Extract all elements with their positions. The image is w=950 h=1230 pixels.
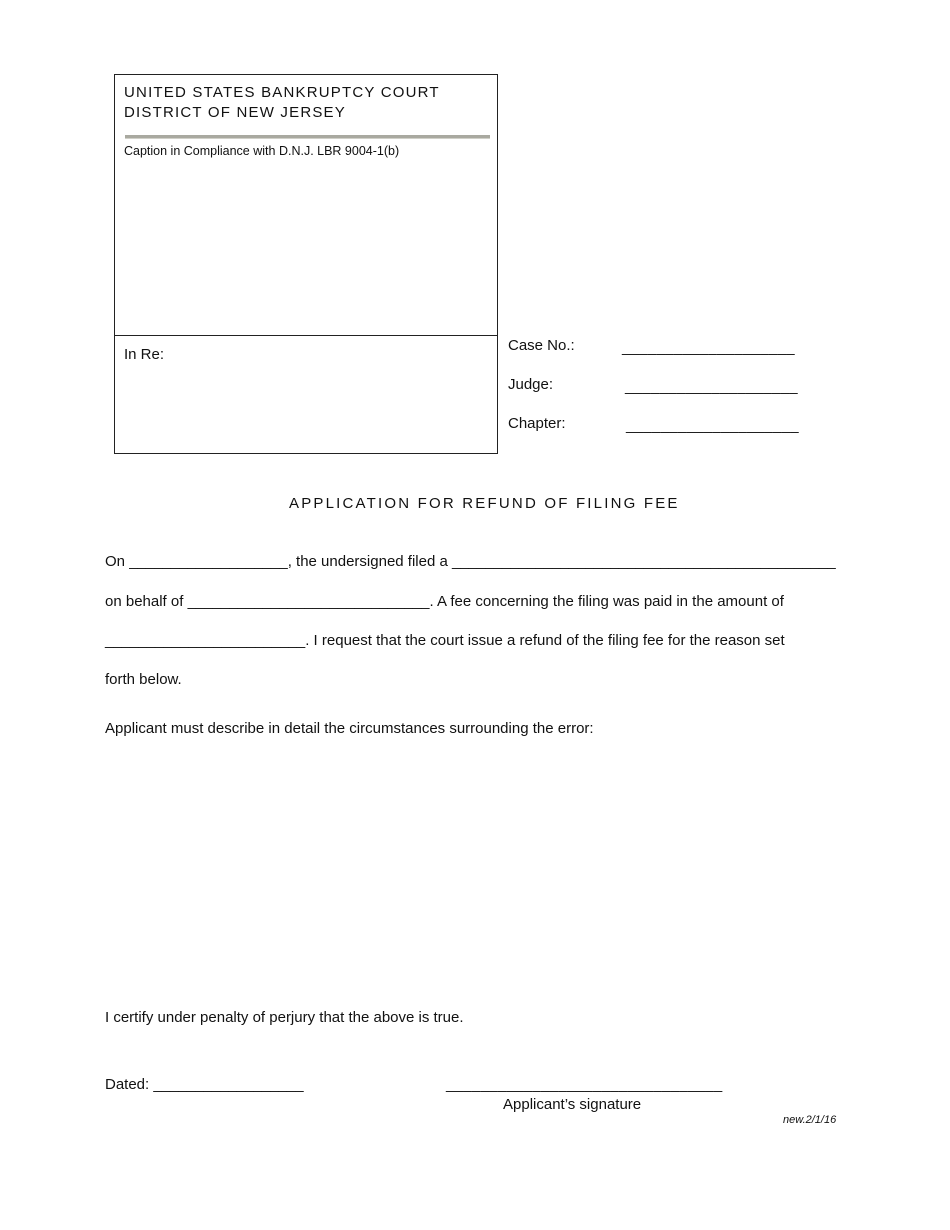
court-district: DISTRICT OF NEW JERSEY (124, 104, 346, 121)
body-line-1 (105, 553, 836, 570)
filing-date-field[interactable]: ___________________ (129, 553, 288, 570)
case-no-field[interactable]: ____________________ (622, 339, 795, 356)
dated-field[interactable]: __________________ (153, 1076, 304, 1093)
amount-field[interactable]: ________________________ (105, 632, 306, 649)
signature-label: Applicant’s signature (503, 1096, 642, 1113)
refund-request-text: . I request that the court issue a refund of the filing fee for the reason set (305, 632, 785, 649)
caption-rule (125, 135, 490, 139)
document-title: APPLICATION FOR REFUND OF FILING FEE (289, 495, 680, 512)
signature-field[interactable]: ________________________________ (446, 1076, 723, 1093)
caption-compliance-note: Caption in Compliance with D.N.J. LBR 9004-1(b) (124, 144, 400, 158)
party-name-field[interactable]: _____________________________ (187, 593, 430, 610)
chapter-field[interactable]: ____________________ (626, 417, 799, 434)
fee-paid-text: . A fee concerning the filing was paid in the amount of (429, 593, 784, 610)
describe-prompt: Applicant must describe in detail the circumstances surrounding the error: (105, 720, 594, 737)
document-type-field[interactable]: ______________________________________________ (452, 553, 836, 570)
caption-divider (115, 335, 497, 336)
caption-box (114, 74, 498, 454)
judge-label: Judge: (508, 376, 554, 393)
body-line-3 (105, 632, 785, 649)
chapter-label: Chapter: (508, 415, 566, 432)
dated-label: Dated: (105, 1076, 150, 1093)
certification-statement: I certify under penalty of perjury that the above is true. (105, 1009, 464, 1026)
undersigned-text: , the undersigned filed a (287, 553, 448, 570)
court-name: UNITED STATES BANKRUPTCY COURT (124, 84, 440, 101)
on-text: On (105, 553, 126, 570)
case-no-label: Case No.: (508, 337, 575, 354)
dated-line (105, 1076, 304, 1093)
in-re-label: In Re: (124, 346, 165, 363)
body-line-4: forth below. (105, 671, 182, 688)
revision-date: new.2/1/16 (783, 1114, 837, 1126)
on-behalf-text: on behalf of (105, 593, 184, 610)
judge-field[interactable]: ____________________ (625, 378, 798, 395)
body-line-2 (105, 593, 784, 610)
